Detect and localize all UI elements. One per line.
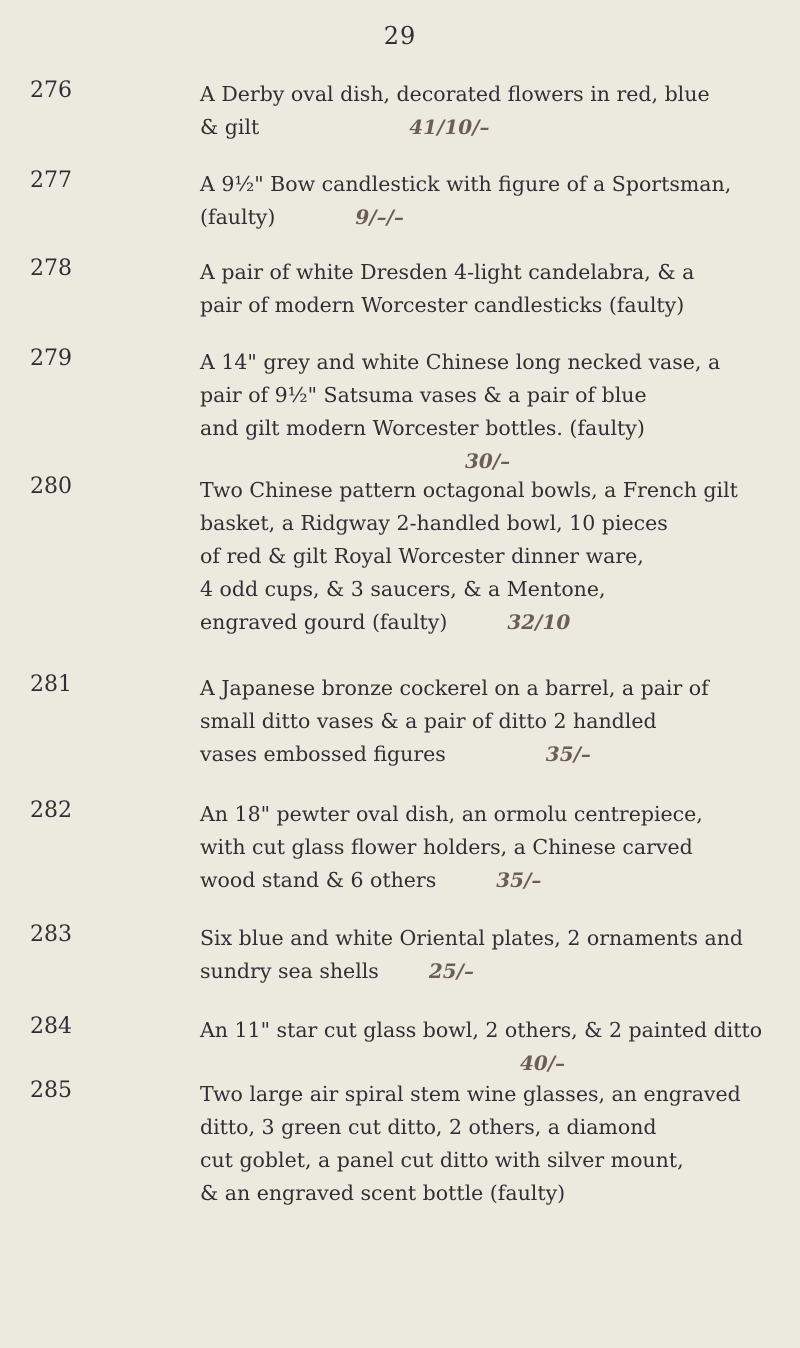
description-line: sundry sea shells [200,959,379,983]
description-line: Six blue and white Oriental plates, 2 ornaments and [200,926,744,950]
page-number: 29 [383,22,417,50]
description-line: ditto, 3 green cut ditto, 2 others, a diamond [200,1115,657,1139]
lot-description [200,922,790,988]
description-line: 4 odd cups, & 3 saucers, & a Mentone, [200,577,606,601]
handwritten-price: 30/– [465,449,511,473]
lot-description [200,672,790,771]
description-line: (faulty) [200,205,276,229]
description-line: pair of 9½" Satsuma vases & a pair of blue [200,383,647,407]
handwritten-price: 40/– [520,1051,566,1075]
description-line: and gilt modern Worcester bottles. (faulty) [200,416,645,440]
lot-number: 281 [30,672,72,697]
lot-number: 283 [30,922,72,947]
description-line: engraved gourd (faulty) [200,610,448,634]
description-line: An 11" star cut glass bowl, 2 others, & 2 painted ditto [200,1018,763,1042]
description-line: vases embossed figures [200,742,446,766]
lot-description [200,798,790,897]
description-line: cut goblet, a panel cut ditto with silver mount, [200,1148,684,1172]
lot-number: 285 [30,1078,72,1103]
description-line: basket, a Ridgway 2-handled bowl, 10 pieces [200,511,668,535]
handwritten-price: 9/–/– [355,205,404,229]
lot-number: 277 [30,168,72,193]
description-line: pair of modern Worcester candlesticks (faulty) [200,293,685,317]
description-line: & an engraved scent bottle (faulty) [200,1181,566,1205]
description-line: wood stand & 6 others [200,868,437,892]
lot-description [200,168,790,234]
lot-description [200,256,790,322]
description-line: with cut glass flower holders, a Chinese carved [200,835,693,859]
handwritten-price: 35/– [545,742,591,766]
lot-description [200,474,790,639]
lot-number: 280 [30,474,72,499]
lot-number: 279 [30,346,72,371]
lot-description [200,1078,790,1210]
handwritten-price: 25/– [428,959,474,983]
description-line: of red & gilt Royal Worcester dinner ware, [200,544,644,568]
description-line: A Japanese bronze cockerel on a barrel, a pair of [200,676,709,700]
description-line: Two large air spiral stem wine glasses, an engraved [200,1082,741,1106]
description-line: small ditto vases & a pair of ditto 2 handled [200,709,657,733]
description-line: Two Chinese pattern octagonal bowls, a French gilt [200,478,738,502]
lot-description [200,78,790,144]
handwritten-price: 32/10 [507,610,571,634]
description-line: A 9½" Bow candlestick with figure of a Sportsman, [200,172,732,196]
lot-description [200,1014,790,1080]
handwritten-price: 41/10/– [409,115,490,139]
lot-number: 284 [30,1014,72,1039]
description-line: A 14" grey and white Chinese long necked vase, a [200,350,721,374]
lot-number: 282 [30,798,72,823]
handwritten-price: 35/– [496,868,542,892]
lot-description [200,346,790,478]
description-line: An 18" pewter oval dish, an ormolu centrepiece, [200,802,703,826]
lot-number: 278 [30,256,72,281]
description-line: A Derby oval dish, decorated flowers in red, blue [200,82,710,106]
lot-number: 276 [30,78,72,103]
description-line: A pair of white Dresden 4-light candelabra, & a [200,260,695,284]
description-line: & gilt [200,115,260,139]
